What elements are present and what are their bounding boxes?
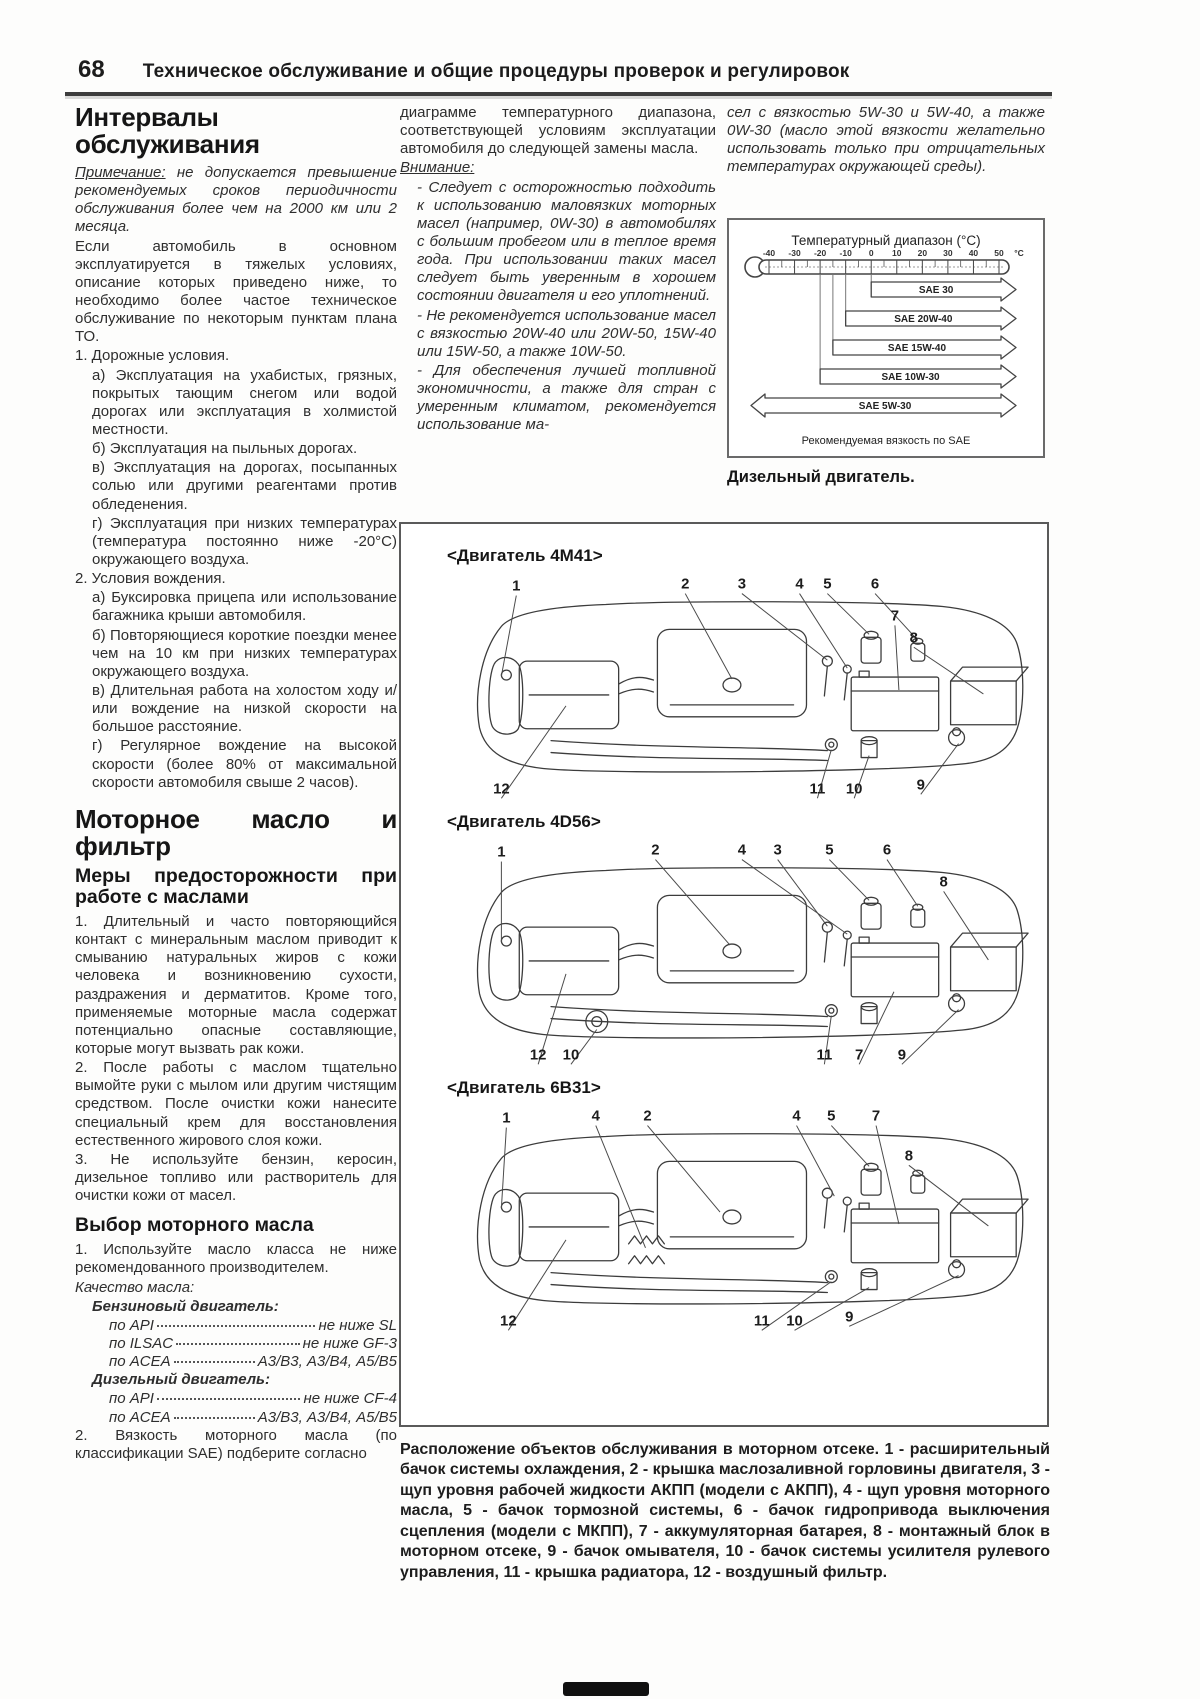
spec-label: по ACEA [109,1353,171,1371]
spec-row [75,1335,397,1353]
drive-item: б) Повторяющиеся короткие поездки менее чем на 10 км при низких температурах окружающего воздуха. [92,626,397,680]
callout-number: 6 [882,842,892,859]
page-number: 68 [78,56,105,83]
callout-number: 8 [939,874,948,891]
engine-diagrams-box [399,522,1049,1427]
svg-text:-30: -30 [788,248,801,258]
callout-number: 7 [855,1047,864,1064]
callout-number: 12 [500,1313,517,1330]
callout-number: 2 [681,576,690,593]
callout-number: 3 [737,576,747,593]
dot-leader [174,1417,255,1419]
engine-bay-drawing [402,566,1046,804]
middle-column [400,104,716,436]
drive-item: г) Регулярное вождение на высокой скорости (более 80% от максимальной скорости автомобиля свыше 2 часов). [92,737,397,791]
svg-text:10: 10 [892,248,902,258]
svg-text:-20: -20 [813,248,827,258]
callout-number: 1 [502,1110,511,1127]
svg-text:SAE 15W-40: SAE 15W-40 [887,343,947,354]
paragraph: 2. Вязкость моторного масла (по классификации SAE) подберите согласно [75,1426,397,1462]
callout-number: 5 [827,1108,836,1125]
callout-number: 9 [916,777,925,794]
svg-text:0: 0 [868,248,874,258]
figure-caption: Расположение объектов обслуживания в моторном отсеке. 1 - расширительный бачок системы охлаждения, 2 - крышка маслозаливной горловины двигателя, 3 - щуп уровня рабочей жидкости АКПП (модели с АКПП), 4 - щуп уровня моторного масла, 5 - бачок тормозной системы, 6 - бачок гидропривода выключения сцепления (модели с МКПП), 7 - аккумуляторная батарея, 8 - монтажный блок в моторном отсеке, 9 - бачок омывателя, 10 - бачок системы усилителя рулевого управления, 11 - крышка радиатора, 12 - воздушный фильтр. [400,1441,1050,1581]
callout-number: 8 [904,1148,914,1165]
callout-number: 11 [816,1047,833,1064]
callout-number: 4 [792,1108,801,1125]
callout-number: 4 [737,842,747,859]
road-item: б) Эксплуатация на пыльных дорогах. [92,440,358,458]
sae-chart-canvas [735,226,1037,450]
dot-leader [157,1398,301,1400]
svg-text:30: 30 [943,248,953,258]
oil-item: 2. После работы с маслом тщательно вымойте руки с мылом или другим чистящим средством. После очистки кожи нанесите специальный крем для восстановления естественного жирового слоя кожи. [75,1059,397,1149]
note-paragraph [75,164,397,237]
attention-item: - Не рекомендуется использование масел с вязкостью 20W-40 или 20W-50, 15W-40 или 15W-50, а также 10W-50. [417,306,716,360]
petrol-engine-label: Бензиновый двигатель: [92,1297,279,1315]
callout-number: 9 [845,1309,854,1326]
spec-label: по API [109,1316,154,1334]
callout-number: 5 [823,576,832,593]
callout-number: 10 [845,781,863,798]
diagram-6b31 [401,1078,1047,1336]
spec-row [75,1317,397,1335]
callout-number: 1 [512,578,521,595]
drive-item: в) Длительная работа на холостом ходу и/или вождение на низкой скорости на большое расстояние. [92,682,397,736]
sae-viscosity-chart [727,218,1045,458]
spec-label: по ACEA [109,1408,171,1426]
callout-number: 4 [591,1108,600,1125]
dot-leader [174,1361,255,1363]
callout-number: 1 [497,844,506,861]
callout-number: 11 [753,1313,770,1330]
svg-text:-10: -10 [839,248,852,258]
right-column [727,104,1045,178]
quality-label: Качество масла: [75,1278,195,1296]
road-item: а) Эксплуатация на ухабистых, грязных, покрытых тающим снегом или водой дорогах или эксплуатация в холмистой местности. [92,366,397,439]
engine-bay-drawing [402,1098,1046,1336]
callout-number: 7 [871,1108,881,1125]
spec-label: по API [109,1390,154,1408]
svg-text:Температурный диапазон (°С): Температурный диапазон (°С) [791,233,981,248]
oil-item: 1. Длительный и часто повторяющийся контакт с минеральным маслом приводит к смыванию натуральных жиров с кожи человека и возникновению сухости, раздражения и дерматитов. Кроме того, применяемые моторные масла содержат потенциально опасные составляющие, которые могут вызвать рак кожи. [75,913,397,1057]
svg-text:40: 40 [968,248,979,258]
oil-spec-table [75,1279,397,1427]
attention-item: - Для обеспечения лучшей топливной экономичности, а также для стран с умеренным климатом, рекомендуется использование ма- [417,361,716,434]
svg-text:SAE 30: SAE 30 [918,285,954,296]
engine-sketch [478,602,1029,772]
diagram-title: <Двигатель 6В31> [447,1078,601,1097]
svg-text:SAE 20W-40: SAE 20W-40 [894,314,953,325]
spec-value: А3/В3, А3/В4, А5/В5 [257,1408,397,1426]
road-conditions-title: 1. Дорожные условия. [75,347,230,365]
section-title-oil: Моторное масло и фильтр [75,803,397,861]
paragraph: 1. Используйте масло класса не ниже рекомендованного производителем. [75,1241,397,1277]
spec-value: не ниже CF-4 [303,1390,397,1408]
diagram-4m41 [401,546,1047,804]
svg-text:Рекомендуемая вязкость по SAE: Рекомендуемая вязкость по SAE [801,435,971,447]
engine-sketch [478,868,1029,1038]
spec-label: по ILSAC [109,1335,174,1352]
paragraph: Если автомобиль в основном эксплуатируется в тяжелых условиях, описание которых приведено ниже, то необходимо более частое техническое обслуживание по некоторым пунктам плана ТО. [75,237,397,346]
dot-leader [157,1325,316,1327]
callout-number: 6 [870,576,880,593]
road-item: г) Эксплуатация при низких температурах (температура постоянно ниже -20°С) окружающего воздуха. [92,514,397,569]
spec-row [75,1353,397,1371]
callout-number: 8 [909,630,918,647]
callout-number: 9 [897,1047,907,1064]
callout-number: 7 [890,608,900,625]
diagram-4d56 [401,812,1047,1070]
callout-number: 3 [773,842,782,859]
svg-text:SAE 5W-30: SAE 5W-30 [858,401,912,412]
svg-text:20: 20 [917,248,928,258]
engine-sketch [478,1134,1029,1304]
spec-value: не ниже GF-3 [302,1335,397,1352]
dot-leader [176,1343,300,1345]
callout-number: 11 [809,781,826,798]
section-title-intervals: Интервалы обслуживания [75,102,260,160]
diagram-title: <Двигатель 4М41> [447,546,603,565]
subsection-title-precautions: Меры предосторожности при работе с маслами [75,864,397,908]
subsection-title-oil-choice: Выбор моторного масла [75,1214,314,1237]
callout-number: 2 [643,1108,652,1125]
diesel-engine-chart-label: Дизельный двигатель. [727,468,915,486]
oil-item: 3. Не используйте бензин, керосин, дизельное топливо или растворитель для очистки кожи от масел. [75,1150,397,1205]
svg-text:50: 50 [994,248,1004,258]
paragraph: диаграмме температурного диапазона, соответствующей условиям эксплуатации автомобиля до следующей замены масла. [400,104,716,158]
attention-item: - Следует с осторожностью подходить к использованию маловязких моторных масел (например, 0W-30) в автомобилях с большим пробегом или в теплое время года. При использовании таких масел следует быть уверенным в хорошем состоянии двигателя и его уплотнений. [417,178,716,305]
callout-number: 12 [493,781,510,798]
spec-row [75,1390,397,1408]
diesel-engine-label: Дизельный двигатель: [92,1371,270,1389]
spec-value: А3/В3, А3/В4, А5/В5 [257,1353,397,1371]
callout-number: 10 [786,1313,803,1330]
page-header [78,56,1053,84]
diagram-title: <Двигатель 4D56> [447,812,601,831]
left-column [75,104,397,1464]
road-item: в) Эксплуатация на дорогах, посыпанных солью или другими реагентами против обледенения. [92,459,397,513]
paragraph: сел с вязкостью 5W-30 и 5W-40, а также 0W-30 (масло этой вязкости желательно использовать только при отрицательных температурах окружающей среды). [727,104,1045,176]
callout-number: 2 [651,842,660,859]
spec-row [75,1409,397,1427]
header-rule [65,92,1052,96]
svg-text:SAE 10W-30: SAE 10W-30 [881,372,940,383]
attention-label: Внимание: [400,159,475,177]
spec-value: не ниже SL [318,1316,397,1334]
drive-item: а) Буксировка прицепа или использование багажника крыши автомобиля. [92,589,397,625]
note-label: Примечание: [75,164,166,182]
note-text: не допускается превышение рекомендуемых сроков периодичности обслуживания более чем на 2000 км или 2 месяца. [75,164,397,236]
drive-conditions-title: 2. Условия вождения. [75,570,226,588]
callout-number: 10 [562,1047,580,1064]
callout-number: 4 [795,576,804,593]
callout-number: 5 [825,842,834,859]
page-title: Техническое обслуживание и общие процедуры проверок и регулировок [142,61,850,82]
svg-text:°С: °С [1014,248,1024,258]
callout-number: 12 [529,1047,547,1064]
footer-watermark-bar [563,1682,649,1696]
engine-bay-drawing [402,832,1046,1070]
svg-text:-40: -40 [762,248,776,258]
